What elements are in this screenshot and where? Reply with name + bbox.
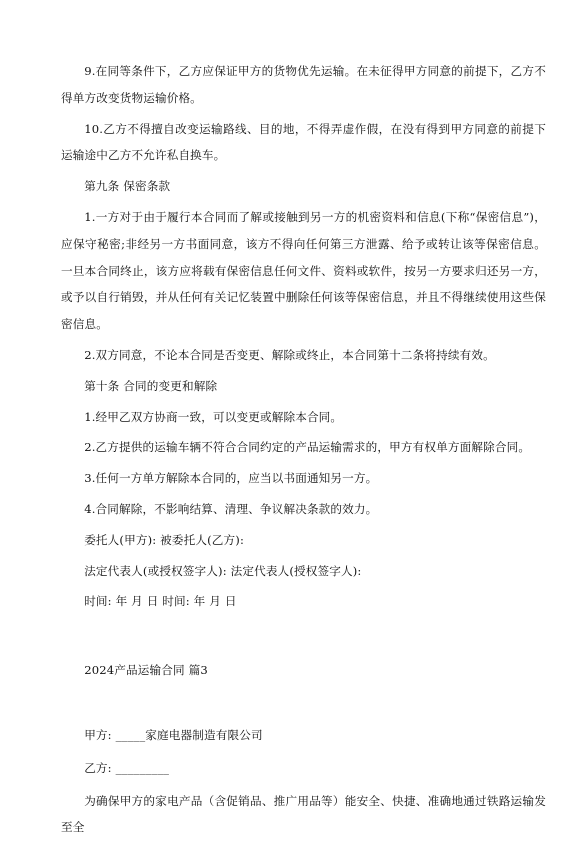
contract-section-title: 2024产品运输合同 篇3 [84,663,208,678]
party-b-line: 乙方: _________ [84,760,170,775]
party-a-line: 甲方: _____家庭电器制造有限公司 [84,727,263,742]
termination-clause-1: 1.经甲乙双方协商一致，可以变更或解除本合同。 [84,409,343,424]
termination-clause-3: 3.任何一方单方解除本合同的，应当以书面通知另一方。 [84,471,378,486]
termination-clause-4: 4.合同解除，不影响结算、清理、争议解决条款的效力。 [84,501,378,516]
clause-9-priority-transport: 9.在同等条件下，乙方应保证甲方的货物优先运输。在未征得甲方同意的前提下，乙方不得单方改变货物运输价格。 [61,64,546,105]
signature-parties-line: 委托人(甲方): 被委托人(乙方): [84,532,245,547]
signature-date-line: 时间: 年 月 日 时间: 年 月 日 [84,594,237,609]
clause-10-route-change: 10.乙方不得擅自改变运输路线、目的地，不得弄虚作假，在没有得到甲方同意的前提下运输途中乙方不允许私自换车。 [61,121,546,163]
signature-representatives-line: 法定代表人(或授权签字人): 法定代表人(授权签字人): [84,563,362,578]
confidentiality-clause-1: 1.一方对于由于履行本合同而了解或接触到另一方的机密资料和信息(下称“保密信息”)，应保守秘密;非经另一方书面同意，该方不得向任何第三方泄露、给予或转让该等保密信息。一旦本合同终止，该方应将载有保密信息任何文件、资料或软件，按另一方要求归还另一方，或予以自行销毁，并从任何有关记忆装置中删除任何该等保密信息，并且不得继续使用这些保密信息。 [61,209,546,332]
article-9-heading: 第九条 保密条款 [84,179,171,194]
termination-clause-2: 2.乙方提供的运输车辆不符合合同约定的产品运输需求的，甲方有权单方面解除合同。 [84,440,531,455]
contract-preamble: 为确保甲方的家电产品（含促销品、推广用品等）能安全、快捷、准确地通过铁路运输发至全 [61,793,546,835]
article-10-heading: 第十条 合同的变更和解除 [84,378,218,393]
confidentiality-clause-2: 2.双方同意，不论本合同是否变更、解除或终止，本合同第十二条将持续有效。 [84,347,495,362]
